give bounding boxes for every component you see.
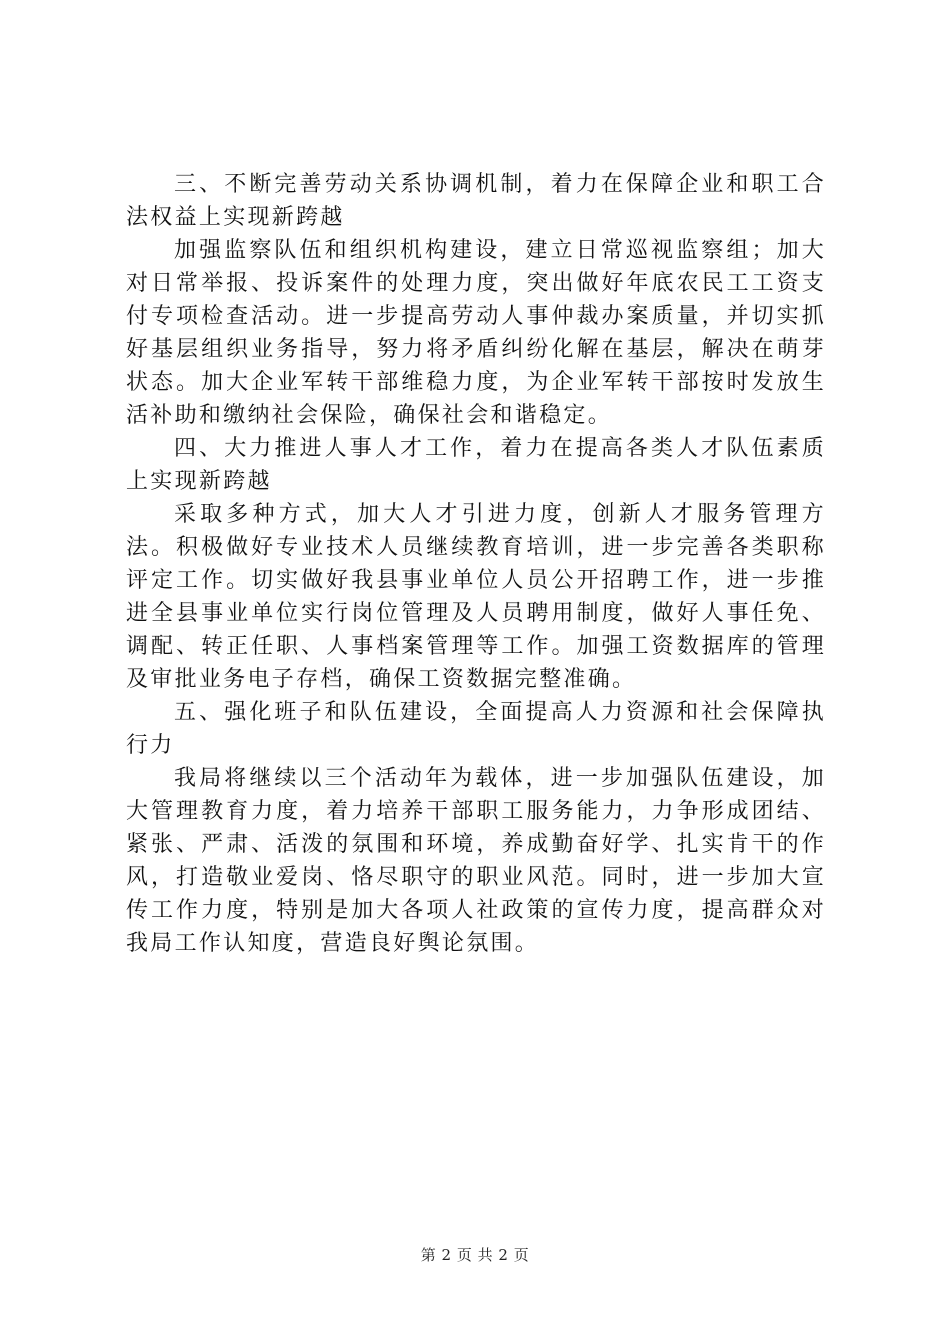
- section-heading-five: 五、强化班子和队伍建设，全面提高人力资源和社会保障执行力: [126, 700, 826, 758]
- section-heading-four: 四、大力推进人事人才工作，着力在提高各类人才队伍素质上实现新跨越: [126, 436, 826, 494]
- body-paragraph-talent: 采取多种方式，加大人才引进力度，创新人才服务管理方法。积极做好专业技术人员继续教育培训，进一步完善各类职称评定工作。切实做好我县事业单位人员公开招聘工作，进一步推进全县事业单位实行岗位管理及人员聘用制度，做好人事任免、调配、转正任职、人事档案管理等工作。加强工资数据库的管理及审批业务电子存档，确保工资数据完整准确。: [126, 502, 826, 692]
- page-number-footer: 第 2 页 共 2 页: [420, 1246, 530, 1264]
- body-paragraph-supervision: 加强监察队伍和组织机构建设，建立日常巡视监察组；加大对日常举报、投诉案件的处理力度，突出做好年底农民工工资支付专项检查活动。进一步提高劳动人事仲裁办案质量，并切实抓好基层组织业务指导，努力将矛盾纠纷化解在基层，解决在萌芽状态。加大企业军转干部维稳力度，为企业军转干部按时发放生活补助和缴纳社会保险，确保社会和谐稳定。: [126, 238, 826, 428]
- body-paragraph-team-building: 我局将继续以三个活动年为载体，进一步加强队伍建设，加大管理教育力度，着力培养干部职工服务能力，力争形成团结、紧张、严肃、活泼的氛围和环境，养成勤奋好学、扎实肯干的作风，打造敬业爱岗、恪尽职守的职业风范。同时，进一步加大宣传工作力度，特别是加大各项人社政策的宣传力度，提高群众对我局工作认知度，营造良好舆论氛围。: [126, 766, 826, 956]
- document-body: [126, 168, 826, 960]
- section-heading-three: 三、不断完善劳动关系协调机制，着力在保障企业和职工合法权益上实现新跨越: [126, 172, 826, 230]
